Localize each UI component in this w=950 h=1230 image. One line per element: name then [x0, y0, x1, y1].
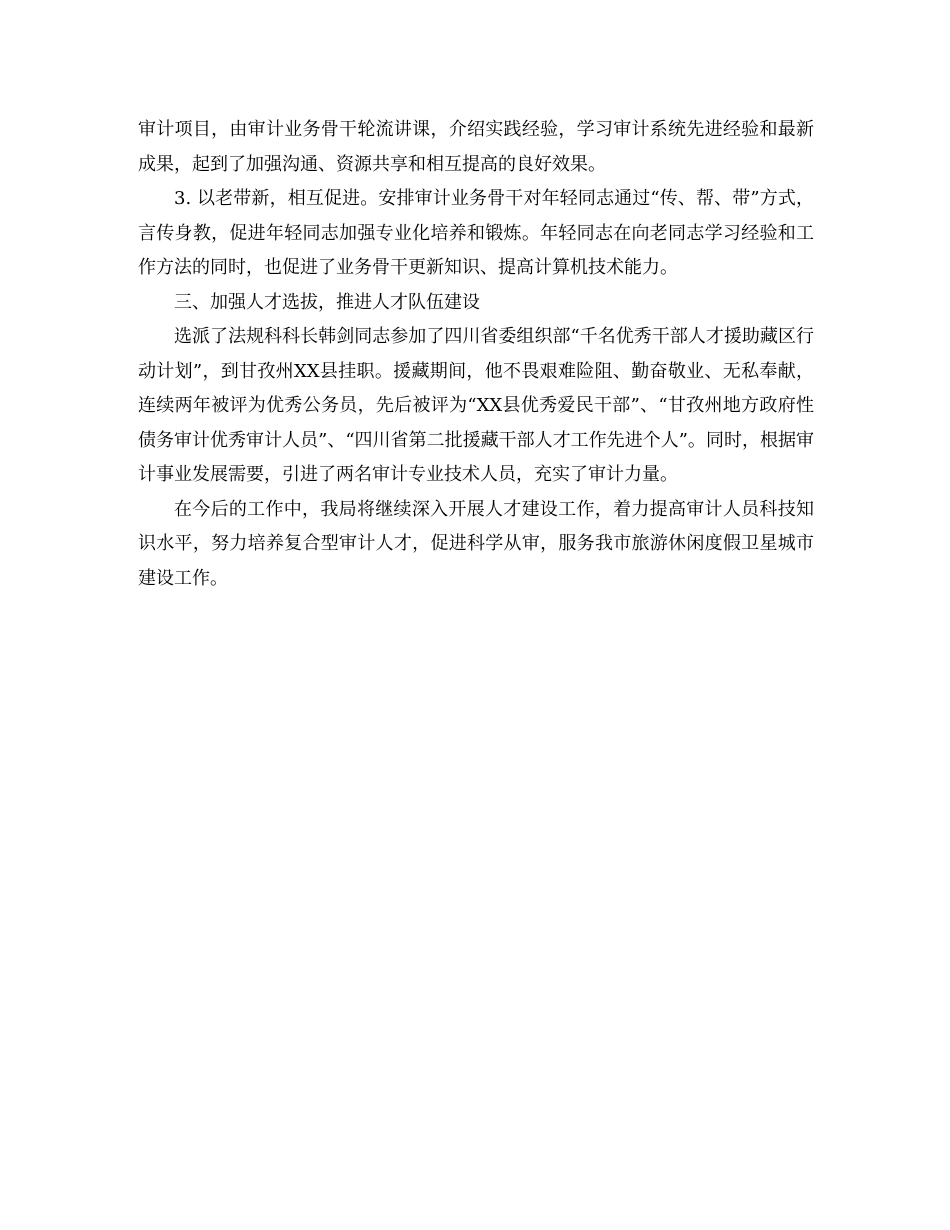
paragraph-audit-training-results: 审计项目，由审计业务骨干轮流讲课，介绍实践经验，学习审计系统先进经验和最新成果，起到了加强沟通、资源共享和相互提高的良好效果。 [138, 119, 814, 175]
section-heading-talent-selection: 三、加强人才选拔，推进人才队伍建设 [174, 291, 480, 313]
paragraph-talent-selection: 选派了法规科科长韩剑同志参加了四川省委组织部“千名优秀干部人才援助藏区行动计划”，到甘孜州XX县挂职。援藏期间，他不畏艰难险阻、勤奋敬业、无私奉献，连续两年被评为优秀公务员，先后被评为“XX县优秀爱民干部”、“甘孜州地方政府性债务审计优秀审计人员”、“四川省第二批援藏干部人才工作先进个人”。同时，根据审计事业发展需要，引进了两名审计专业技术人员，充实了审计力量。 [138, 326, 814, 485]
document-body [138, 113, 814, 596]
paragraph-future-work: 在今后的工作中，我局将继续深入开展人才建设工作，着力提高审计人员科技知识水平，努力培养复合型审计人才，促进科学从审，服务我市旅游休闲度假卫星城市建设工作。 [138, 498, 814, 589]
paragraph-mentoring: 3. 以老带新，相互促进。安排审计业务骨干对年轻同志通过“传、帮、带”方式，言传身教，促进年轻同志加强专业化培养和锻炼。年轻同志在向老同志学习经验和工作方法的同时，也促进了业务骨干更新知识、提高计算机技术能力。 [138, 188, 814, 278]
